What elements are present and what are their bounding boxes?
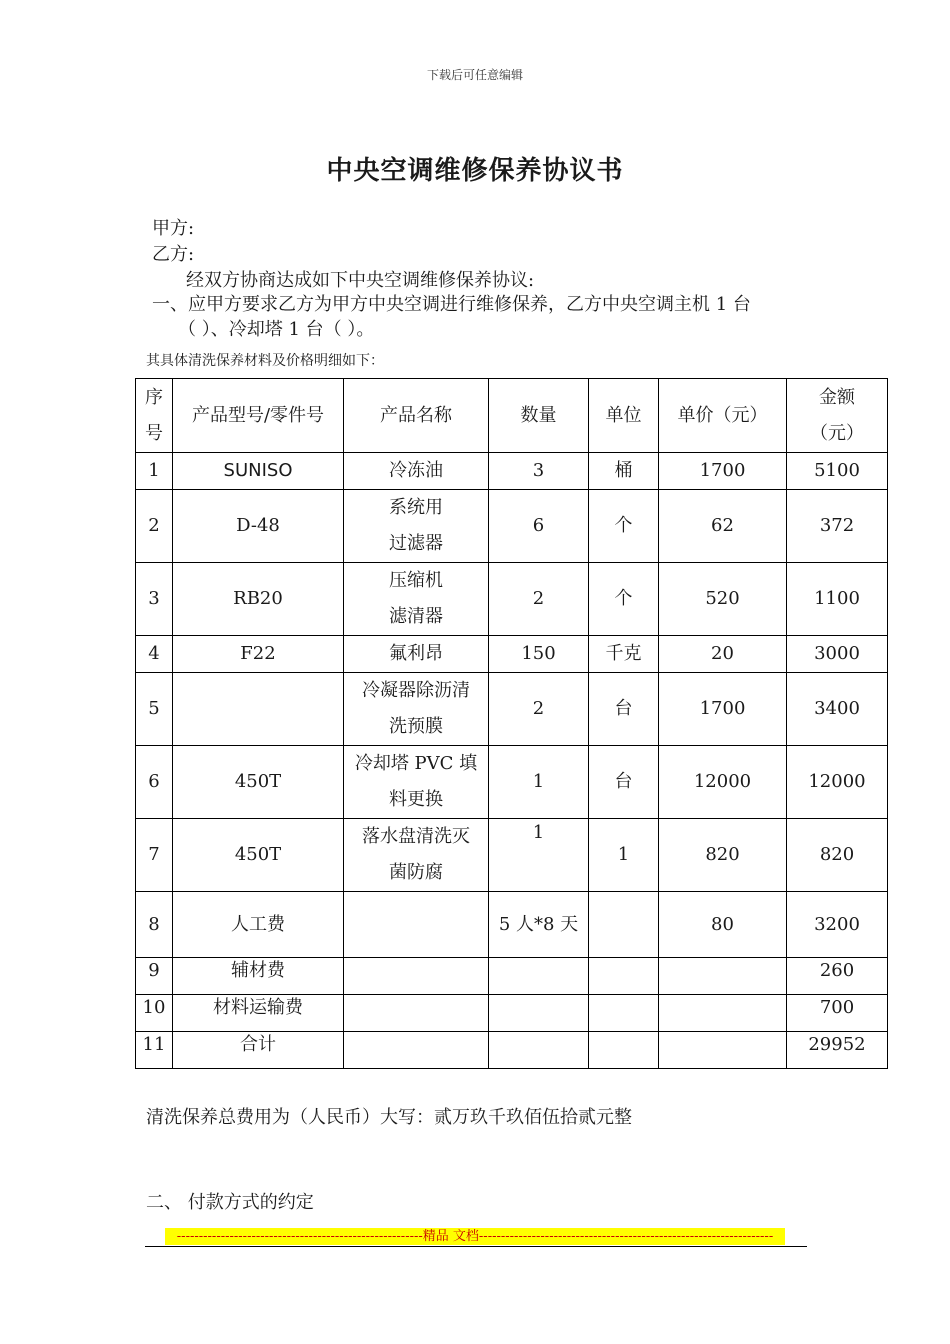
cell-unit [589,995,659,1032]
top-note: 下载后可任意编辑 [426,68,523,82]
total-amount-text: 清洗保养总费用为（人民币）大写：贰万玖千玖佰伍拾贰元整 [146,1107,632,1128]
cell-model: D-48 [173,490,344,563]
intro-text: 经双方协商达成如下中央空调维修保养协议: [186,270,535,291]
footer-dashes-left: -------------------------------------------------------- [176,1229,423,1244]
cell-price: 1700 [659,673,787,746]
cell-amount: 29952 [787,1032,888,1069]
footer-banner [165,1228,785,1245]
table-row [136,746,888,819]
cell-qty [489,995,589,1032]
cell-seq: 4 [136,636,173,673]
cell-qty: 3 [489,453,589,490]
cell-amount: 820 [787,819,888,892]
footer-label: 精品 文档 [422,1229,479,1244]
cell-seq: 3 [136,563,173,636]
cell-model: 辅材费 [173,958,344,995]
cell-name: 氟利昂 [344,636,489,673]
cell-model [173,673,344,746]
header-unit: 单位 [589,379,659,453]
cell-qty: 150 [489,636,589,673]
table-row [136,819,888,892]
cell-unit: 个 [589,563,659,636]
cell-price: 20 [659,636,787,673]
cell-price: 820 [659,819,787,892]
clause-1-line-2: （ ）、冷却塔 1 台（ ）。 [178,319,375,340]
cell-unit: 台 [589,673,659,746]
detail-caption: 其具体清洗保养材料及价格明细如下： [146,353,384,369]
table-row [136,563,888,636]
cell-model: RB20 [173,563,344,636]
cell-amount: 3400 [787,673,888,746]
cell-amount: 3000 [787,636,888,673]
cell-model: 合计 [173,1032,344,1069]
cell-name [344,1032,489,1069]
cell-price [659,958,787,995]
cell-amount: 260 [787,958,888,995]
cell-price: 62 [659,490,787,563]
table-row [136,490,888,563]
header-price: 单价（元） [659,379,787,453]
cell-qty [489,958,589,995]
cell-qty: 2 [489,563,589,636]
price-table [135,378,888,1069]
cell-amount: 5100 [787,453,888,490]
cell-name [344,892,489,958]
cell-price: 12000 [659,746,787,819]
cell-seq: 6 [136,746,173,819]
cell-seq: 10 [136,995,173,1032]
table-row [136,892,888,958]
cell-model: SUNISO [173,453,344,490]
cell-qty: 1 [489,746,589,819]
footer-dashes-right: ------------------------------------------------------------------- [478,1229,774,1244]
cell-unit: 个 [589,490,659,563]
clause-2-heading: 二、 付款方式的约定 [146,1192,314,1213]
cell-name [344,958,489,995]
table-row [136,636,888,673]
cell-qty [489,1032,589,1069]
cell-model: 人工费 [173,892,344,958]
header-qty: 数量 [489,379,589,453]
clause-1-line-1: 一、应甲方要求乙方为甲方中央空调进行维修保养，乙方中央空调主机 1 台 [152,294,751,315]
cell-qty: 2 [489,673,589,746]
header-name: 产品名称 [344,379,489,453]
cell-price: 1700 [659,453,787,490]
cell-seq: 9 [136,958,173,995]
cell-model: 450T [173,819,344,892]
cell-price [659,1032,787,1069]
header-model: 产品型号/零件号 [173,379,344,453]
cell-model: 450T [173,746,344,819]
party-b-label: 乙方: [152,244,195,265]
cell-price [659,995,787,1032]
cell-price: 80 [659,892,787,958]
cell-amount: 12000 [787,746,888,819]
cell-amount: 3200 [787,892,888,958]
cell-unit: 桶 [589,453,659,490]
table-row [136,1032,888,1069]
cell-name: 冷冻油 [344,453,489,490]
cell-name: 冷凝器除沥清 洗预膜 [344,673,489,746]
table-row [136,453,888,490]
table-row [136,958,888,995]
cell-name: 冷却塔 PVC 填 料更换 [344,746,489,819]
cell-unit [589,892,659,958]
cell-unit [589,958,659,995]
cell-unit [589,1032,659,1069]
cell-seq: 1 [136,453,173,490]
cell-seq: 7 [136,819,173,892]
cell-name [344,995,489,1032]
footer-rule [145,1246,807,1247]
cell-seq: 5 [136,673,173,746]
cell-amount: 1100 [787,563,888,636]
cell-unit: 台 [589,746,659,819]
party-a-label: 甲方: [152,218,195,239]
table-row [136,673,888,746]
cell-model: F22 [173,636,344,673]
cell-qty: 1 [489,819,589,892]
cell-name: 压缩机 滤清器 [344,563,489,636]
header-amount: 金额 （元） [787,379,888,453]
cell-seq: 8 [136,892,173,958]
cell-amount: 372 [787,490,888,563]
cell-price: 520 [659,563,787,636]
cell-seq: 11 [136,1032,173,1069]
cell-name: 落水盘清洗灭 菌防腐 [344,819,489,892]
header-seq: 序 号 [136,379,173,453]
table-header-row [136,379,888,453]
cell-qty: 5 人*8 天 [489,892,589,958]
document-title: 中央空调维修保养协议书 [326,156,624,186]
cell-unit: 1 [589,819,659,892]
cell-seq: 2 [136,490,173,563]
cell-model: 材料运输费 [173,995,344,1032]
cell-amount: 700 [787,995,888,1032]
cell-name: 系统用 过滤器 [344,490,489,563]
cell-unit: 千克 [589,636,659,673]
cell-qty: 6 [489,490,589,563]
table-row [136,995,888,1032]
